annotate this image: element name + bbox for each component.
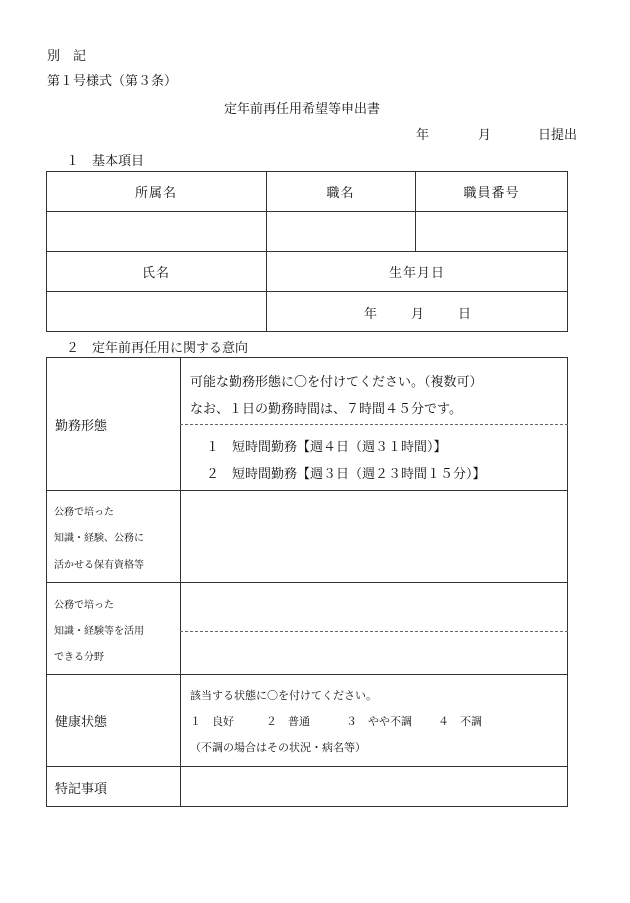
field-label-line1: 公務で培った (54, 600, 114, 611)
name-header: 氏名 (141, 265, 170, 281)
health-instruction: 該当する状態に〇を付けてください。 (190, 689, 377, 702)
special-notes-field[interactable] (181, 767, 567, 806)
work-option-1[interactable]: １ 短時間勤務【週４日（週３１時間）】 (206, 440, 447, 455)
name-field[interactable] (47, 292, 265, 331)
field-label-line3: できる分野 (54, 652, 104, 663)
field-input-line2[interactable] (181, 632, 567, 673)
staff-number-field[interactable] (416, 212, 567, 250)
date-year-label: 年 (416, 128, 430, 143)
section1-heading: １ 基本項目 (66, 154, 145, 169)
annex-label: 別 記 (47, 49, 87, 64)
work-form-instruction: 可能な勤務形態に〇を付けてください。（複数可） (190, 375, 483, 390)
work-form-label: 勤務形態 (55, 419, 108, 434)
affiliation-field[interactable] (47, 212, 265, 250)
work-option-2[interactable]: ２ 短時間勤務【週３日（週２３時間１５分）】 (206, 467, 486, 482)
health-note: （不調の場合はその状況・病名等） (190, 741, 366, 754)
health-label: 健康状態 (55, 715, 108, 730)
special-notes-label: 特記事項 (55, 782, 108, 797)
birth-day-label: 日 (458, 307, 472, 322)
birth-year-label: 年 (364, 307, 378, 322)
birth-month-label: 月 (411, 307, 425, 322)
health-option-normal[interactable]: ２ 普通 (266, 715, 310, 728)
section2-heading: ２ 定年前再任用に関する意向 (66, 341, 249, 356)
position-header: 職名 (326, 185, 355, 201)
form-number: 第１号様式（第３条） (47, 74, 178, 89)
health-option-good[interactable]: １ 良好 (190, 715, 234, 728)
position-field[interactable] (267, 212, 414, 250)
affiliation-header: 所属名 (134, 185, 177, 201)
staff-number-header: 職員番号 (463, 185, 520, 201)
knowledge-label-line2: 知識・経験、公務に (54, 533, 144, 544)
health-option-slightly-poor[interactable]: ３ やや不調 (346, 715, 412, 728)
birthdate-header: 生年月日 (388, 265, 445, 281)
knowledge-field[interactable] (181, 491, 567, 581)
health-option-poor[interactable]: ４ 不調 (438, 715, 482, 728)
date-submitted-label: 日提出 (538, 128, 578, 143)
form-title: 定年前再任用希望等申出書 (224, 102, 381, 117)
work-hours-note: なお、１日の勤務時間は、７時間４５分です。 (190, 402, 462, 417)
field-input-line1[interactable] (181, 583, 567, 630)
field-label-line2: 知識・経験等を活用 (54, 626, 144, 637)
knowledge-label-line3: 活かせる保有資格等 (54, 560, 144, 571)
date-month-label: 月 (478, 128, 492, 143)
knowledge-label-line1: 公務で培った (54, 507, 114, 518)
